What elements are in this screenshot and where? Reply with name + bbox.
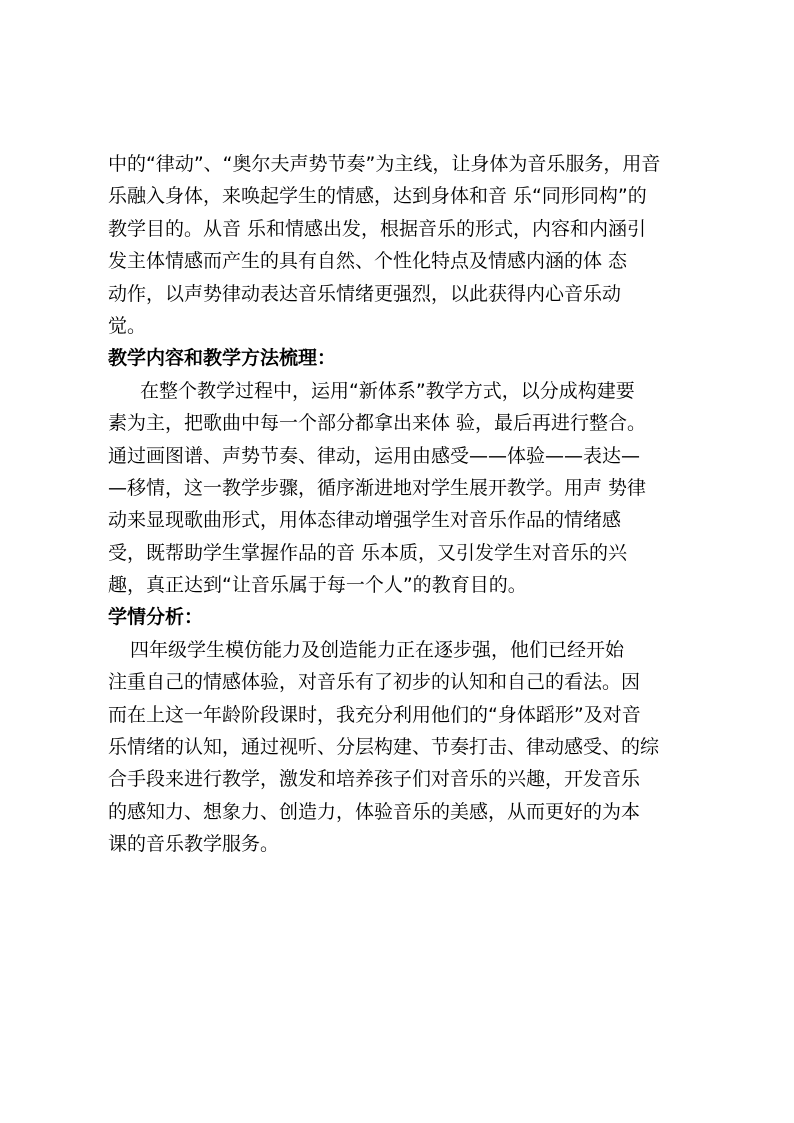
section-heading-teaching-content: 教学内容和教学方法梳理： xyxy=(108,347,337,370)
paragraph-3 xyxy=(108,634,708,861)
text-line: 通过画图谱、声势节奏、律动，运用由感受——体验——表达— xyxy=(108,444,641,467)
text-line: 动作，以声势律动表达音乐情绪更强烈，以此获得内心音乐动 xyxy=(108,282,622,305)
text-line: 的感知力、想象力、创造力，体验音乐的美感，从而更好的为本 xyxy=(108,800,641,823)
text-line: 乐融入身体，来唤起学生的情感，达到身体和音 乐“同形同构”的 xyxy=(108,185,647,208)
text-line: 四年级学生模仿能力及创造能力正在逐步强，他们已经开始 xyxy=(130,638,625,661)
text-line: 在整个教学过程中，运用“新体系”教学方式，以分成构建要 xyxy=(140,379,635,402)
document-body xyxy=(108,148,708,861)
text-line: 乐情绪的认知，通过视听、分层构建、节奏打击、律动感受、的综 xyxy=(108,736,660,759)
text-line: 教学目的。从音 乐和情感出发，根据音乐的形式，内容和内涵引 xyxy=(108,217,647,240)
paragraph-1 xyxy=(108,148,708,342)
text-line: 合手段来进行教学，激发和培养孩子们对音乐的兴趣，开发音乐 xyxy=(108,768,641,791)
text-line: 素为主，把歌曲中每一个部分都拿出来体 验，最后再进行整合。 xyxy=(108,412,647,435)
text-line: 动来显现歌曲形式，用体态律动增强学生对音乐作品的情绪感 xyxy=(108,509,622,532)
paragraph-2 xyxy=(108,375,708,602)
text-line: 课的音乐教学服务。 xyxy=(108,833,280,856)
text-line: 觉。 xyxy=(108,314,147,337)
text-line: 而在上这一年龄阶段课时，我充分利用他们的“身体蹈形”及对音 xyxy=(108,703,641,726)
text-line: 发主体情感而产生的具有自然、个性化特点及情感内涵的体 态 xyxy=(108,250,628,273)
section-heading-learner-analysis: 学情分析： xyxy=(108,606,204,629)
text-line: —移情，这一教学步骤，循序渐进地对学生展开教学。用声 势律 xyxy=(108,476,647,499)
text-line: 趣，真正达到“让音乐属于每一个人”的教育目的。 xyxy=(108,574,527,597)
text-line: 注重自己的情感体验，对音乐有了初步的认知和自己的看法。因 xyxy=(108,671,641,694)
text-line: 中的“律动”、“奥尔夫声势节奏”为主线，让身体为音乐服务，用音 xyxy=(108,153,661,175)
text-line: 受，既帮助学生掌握作品的音 乐本质，又引发学生对音乐的兴 xyxy=(108,541,628,564)
